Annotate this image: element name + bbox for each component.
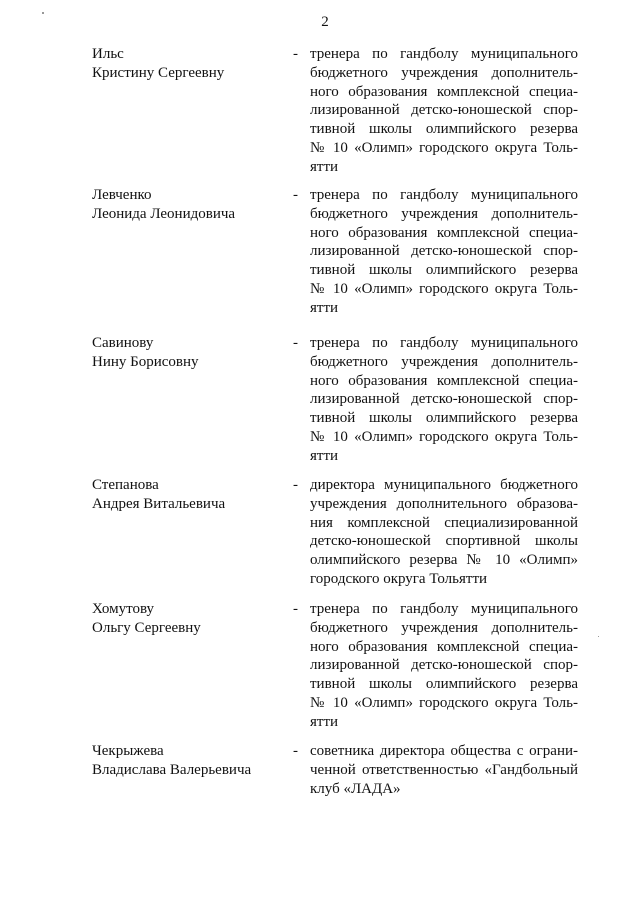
- position-line: лизированной детско-юношеской спор-: [310, 102, 578, 119]
- position-line: бюджетного учреждения дополнитель-: [310, 619, 578, 636]
- appointee-name-line: Нину Борисовну: [92, 353, 199, 370]
- appointee-name-line: Савинову: [92, 335, 154, 351]
- position-line: № 10 «Олимп» городского округа Толь-: [310, 280, 578, 297]
- position-line: № 10 «Олимп» городского округа Толь-: [310, 428, 578, 445]
- position-line: лизированной детско-юношеской спор-: [310, 657, 578, 674]
- appointee-position: [310, 45, 578, 177]
- position-line: клуб «ЛАДА»: [310, 780, 401, 797]
- appointee-position: [310, 742, 578, 798]
- position-line: ятти: [310, 713, 339, 730]
- appointee-name-line: Андрея Витальевича: [92, 495, 226, 512]
- appointee-name-line: Кристину Сергеевну: [92, 64, 225, 81]
- appointee-position: [310, 600, 578, 732]
- appointee-name-line: Ольгу Сергеевну: [92, 619, 201, 636]
- position-line: бюджетного учреждения дополнитель-: [310, 64, 578, 81]
- appointee-name-line: Владислава Валерьевича: [92, 761, 252, 778]
- position-line: лизированной детско-юношеской спор-: [310, 243, 578, 260]
- appointee-name: [92, 186, 282, 224]
- position-line: советника директора общества с ограни-: [310, 743, 578, 759]
- position-line: тренера по гандболу муниципального: [310, 601, 578, 617]
- position-line: ятти: [310, 447, 339, 464]
- appointee-name: [92, 334, 282, 372]
- position-line: тренера по гандболу муниципального: [310, 187, 578, 203]
- position-line: ного образования комплексной специа-: [310, 638, 578, 655]
- position-line: олимпийского резерва № 10 «Олимп»: [310, 552, 578, 569]
- position-line: городского округа Тольятти: [310, 570, 488, 587]
- scan-speck: [598, 636, 599, 637]
- position-line: тивной школы олимпийского резерва: [310, 121, 578, 138]
- entry-dash: -: [293, 743, 298, 759]
- position-line: ного образования комплексной специа-: [310, 372, 578, 389]
- position-line: тивной школы олимпийского резерва: [310, 262, 578, 279]
- position-line: № 10 «Олимп» городского округа Толь-: [310, 694, 578, 711]
- position-line: ятти: [310, 299, 339, 316]
- position-line: ния комплексной специализированной: [310, 514, 578, 531]
- position-line: ного образования комплексной специа-: [310, 224, 578, 241]
- appointee-name-line: Леонида Леонидовича: [92, 205, 236, 222]
- position-line: тренера по гандболу муниципального: [310, 335, 578, 351]
- position-line: тивной школы олимпийского резерва: [310, 676, 578, 693]
- position-line: учреждения дополнительного образова-: [310, 495, 578, 512]
- appointee-position: [310, 186, 578, 318]
- appointee-name: [92, 476, 282, 514]
- scan-speck: [42, 12, 44, 14]
- position-line: директора муниципального бюджетного: [310, 477, 578, 493]
- entry-dash: -: [293, 477, 298, 493]
- position-line: тивной школы олимпийского резерва: [310, 410, 578, 427]
- entry-dash: -: [293, 601, 298, 617]
- position-line: ченной ответственностью «Гандбольный: [310, 761, 578, 778]
- page-number: 2: [321, 14, 329, 30]
- position-line: детско-юношеской спортивной школы: [310, 533, 578, 550]
- appointee-name-line: Хомутову: [92, 601, 155, 617]
- appointee-name: [92, 742, 282, 780]
- appointee-name-line: Левченко: [92, 187, 152, 203]
- appointee-position: [310, 334, 578, 466]
- appointee-position: [310, 476, 578, 589]
- appointee-name: [92, 45, 282, 83]
- entry-dash: -: [293, 46, 298, 62]
- entry-dash: -: [293, 187, 298, 203]
- appointee-name-line: Чекрыжева: [92, 743, 164, 759]
- position-line: лизированной детско-юношеской спор-: [310, 391, 578, 408]
- position-line: бюджетного учреждения дополнитель-: [310, 205, 578, 222]
- appointee-name: [92, 600, 282, 638]
- position-line: тренера по гандболу муниципального: [310, 46, 578, 62]
- position-line: ятти: [310, 158, 339, 175]
- entry-dash: -: [293, 335, 298, 351]
- position-line: ного образования комплексной специа-: [310, 83, 578, 100]
- appointee-name-line: Ильс: [92, 46, 124, 62]
- position-line: № 10 «Олимп» городского округа Толь-: [310, 139, 578, 156]
- appointee-name-line: Степанова: [92, 477, 159, 493]
- position-line: бюджетного учреждения дополнитель-: [310, 353, 578, 370]
